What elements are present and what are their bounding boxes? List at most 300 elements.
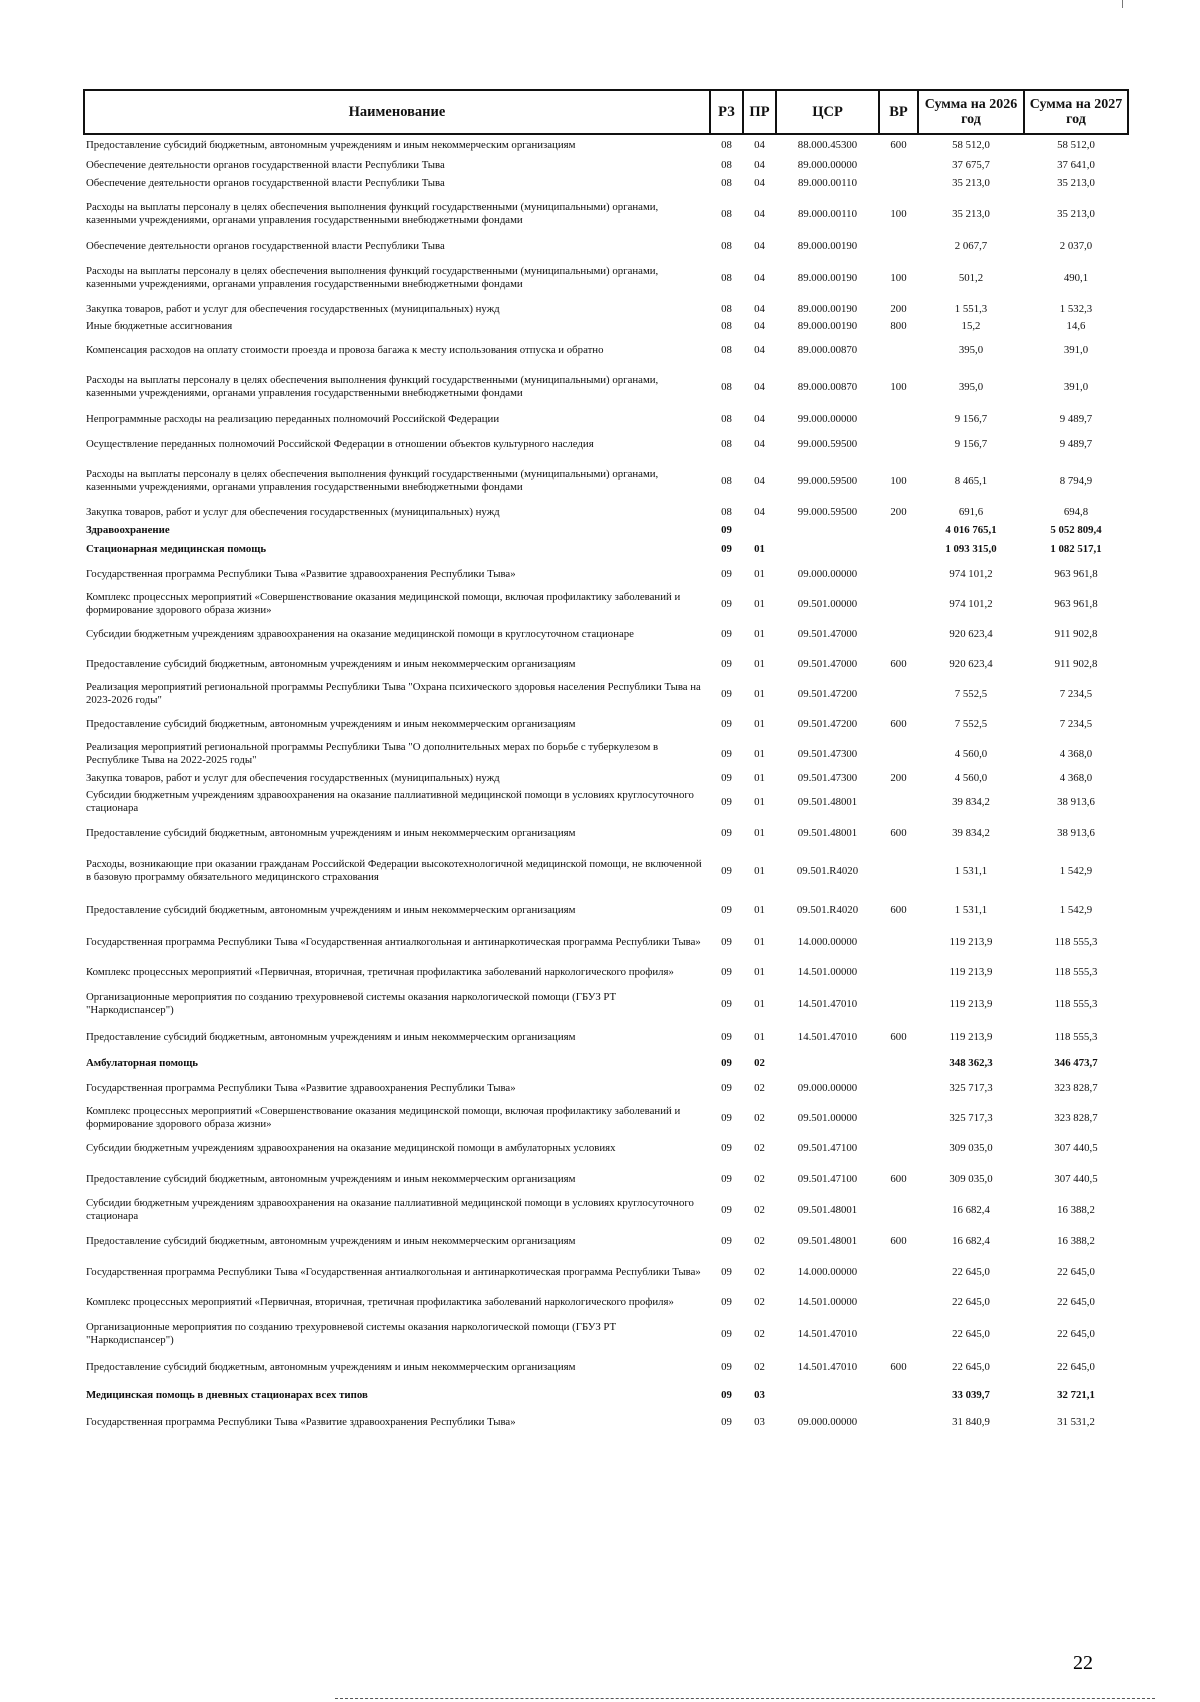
- row-sum-2027: 32 721,1: [1057, 1388, 1095, 1401]
- row-rz: 08: [721, 320, 732, 332]
- row-pr: 01: [754, 771, 765, 784]
- row-csr: 09.000.00000: [797, 1081, 858, 1094]
- row-sum-2027: 1 082 517,1: [1050, 542, 1102, 555]
- row-rz: 09: [721, 717, 732, 730]
- row-sum-2027: 118 555,3: [1054, 1030, 1098, 1043]
- row-sum-2026: 9 156,7: [954, 412, 988, 425]
- row-sum-2026: 39 834,2: [952, 826, 990, 839]
- row-sum-2027: 490,1: [1063, 271, 1089, 284]
- row-rz: 08: [721, 302, 732, 315]
- row-csr: 99.000.59500: [797, 437, 858, 450]
- row-csr: 14.501.47010: [797, 1327, 858, 1340]
- row-name: Осуществление переданных полномочий Российской Федерации в отношении объектов культурного наследия: [86, 437, 594, 450]
- row-sum-2027: 391,0: [1063, 380, 1089, 393]
- row-csr: 09.501.48001: [797, 826, 858, 839]
- table-row: [84, 521, 1128, 539]
- row-sum-2027: 22 645,0: [1057, 1360, 1095, 1373]
- table-row: [84, 256, 1128, 300]
- header-sum-2027: Сумма на 2027 год: [1024, 90, 1128, 134]
- row-sum-2027: 7 234,5: [1059, 687, 1093, 700]
- row-sum-2026: 119 213,9: [949, 1030, 993, 1043]
- row-sum-2026: 22 645,0: [952, 1327, 990, 1340]
- row-sum-2026: 1 531,1: [954, 864, 988, 877]
- row-name: Реализация мероприятий региональной программы Республики Тыва "Охрана психического здоровья населения Республики Тыва на 2023-2026 годы": [86, 681, 701, 706]
- row-vr: [879, 1383, 918, 1407]
- row-name: Реализация мероприятий региональной программы Республики Тыва "О дополнительных мерах по борьбе с туберкулезом в Республике Тыва на 2022-2025 годы": [86, 741, 659, 766]
- row-sum-2027: 911 902,8: [1054, 627, 1098, 640]
- row-pr: 01: [754, 997, 765, 1010]
- row-name: Иные бюджетные ассигнования: [86, 320, 233, 332]
- row-rz: 08: [721, 412, 732, 425]
- table-row: [84, 589, 1128, 619]
- row-sum-2026: 1 551,3: [954, 302, 988, 315]
- row-rz: 09: [721, 1056, 732, 1069]
- row-vr: 600: [890, 139, 907, 151]
- row-name: Закупка товаров, работ и услуг для обеспечения государственных (муниципальных) нужд: [86, 302, 500, 315]
- table-row: [84, 679, 1128, 709]
- row-vr: [879, 409, 918, 429]
- row-sum-2026: 22 645,0: [952, 1295, 990, 1308]
- row-pr: 04: [754, 380, 765, 393]
- row-sum-2027: 31 531,2: [1057, 1415, 1095, 1428]
- row-vr: [879, 1407, 918, 1437]
- row-vr: 600: [890, 826, 907, 839]
- row-csr: 09.501.48001: [797, 1203, 858, 1216]
- table-row: [84, 619, 1128, 649]
- bottom-dashed-line: [335, 1698, 1155, 1699]
- row-name: Стационарная медицинская помощь: [86, 542, 267, 555]
- row-csr: 89.000.00000: [797, 158, 858, 171]
- table-row: [84, 300, 1128, 318]
- row-vr: 600: [890, 1234, 907, 1247]
- table-row: [84, 503, 1128, 521]
- row-sum-2027: 8 794,9: [1059, 474, 1093, 487]
- row-pr: 02: [754, 1265, 765, 1278]
- row-sum-2026: 920 623,4: [949, 657, 993, 670]
- row-pr: 01: [754, 1030, 765, 1043]
- row-pr: 04: [754, 302, 765, 315]
- row-name: Обеспечение деятельности органов государственной власти Республики Тыва: [86, 239, 445, 252]
- row-pr: 02: [754, 1172, 765, 1185]
- row-sum-2027: 4 368,0: [1059, 771, 1093, 784]
- row-csr: 09.501.00000: [797, 597, 858, 610]
- row-sum-2027: 37 641,0: [1057, 158, 1095, 171]
- table-row: [84, 1225, 1128, 1257]
- row-rz: 08: [721, 239, 732, 252]
- table-row: [84, 174, 1128, 192]
- row-pr: 04: [754, 139, 765, 151]
- row-sum-2026: 31 840,9: [952, 1415, 990, 1428]
- row-csr: 88.000.45300: [797, 139, 858, 151]
- row-rz: 09: [721, 1327, 732, 1340]
- row-name: Организационные мероприятия по созданию трехуровневой системы оказания наркологической помощи (ГБУЗ РТ "Наркодиспансер"): [86, 991, 617, 1016]
- row-name: Непрограммные расходы на реализацию переданных полномочий Российской Федерации: [86, 412, 500, 425]
- row-vr: 800: [890, 320, 907, 332]
- row-pr: 01: [754, 903, 765, 916]
- row-vr: 200: [890, 771, 907, 784]
- row-name: Предоставление субсидий бюджетным, автономным учреждениям и иным некоммерческим организациям: [86, 826, 576, 839]
- row-sum-2027: 14,6: [1066, 320, 1086, 332]
- row-vr: 600: [890, 1030, 907, 1043]
- row-pr: 01: [754, 687, 765, 700]
- row-vr: [879, 1317, 918, 1351]
- row-csr: 89.000.00190: [797, 239, 858, 252]
- table-row: [84, 739, 1128, 769]
- row-csr: 89.000.00190: [797, 271, 858, 284]
- table-row: [84, 156, 1128, 174]
- row-pr: 04: [754, 239, 765, 252]
- table-row: [84, 559, 1128, 589]
- row-csr: 14.501.47010: [797, 1030, 858, 1043]
- row-vr: [879, 1133, 918, 1163]
- row-sum-2027: 1 542,9: [1059, 903, 1093, 916]
- row-pr: 02: [754, 1081, 765, 1094]
- row-name: Расходы на выплаты персоналу в целях обеспечения выполнения функций государственными (муниципальными) органами, казенными учреждениями, органами управления государственными внебюджетными фондами: [86, 468, 659, 493]
- row-sum-2026: 35 213,0: [952, 176, 990, 189]
- row-csr: 14.501.47010: [797, 997, 858, 1010]
- row-rz: 09: [721, 1030, 732, 1043]
- row-sum-2027: 118 555,3: [1054, 997, 1098, 1010]
- row-sum-2026: 4 016 765,1: [945, 523, 997, 536]
- row-rz: 09: [721, 1388, 732, 1401]
- table-row: [84, 1021, 1128, 1053]
- row-vr: [879, 927, 918, 957]
- row-sum-2026: 974 101,2: [949, 567, 993, 580]
- row-sum-2026: 691,6: [958, 505, 984, 518]
- row-rz: 09: [721, 1081, 732, 1094]
- row-pr: 01: [754, 597, 765, 610]
- row-sum-2027: 22 645,0: [1057, 1295, 1095, 1308]
- row-name: Государственная программа Республики Тыва «Развитие здравоохранения Республики Тыва»: [86, 1081, 516, 1094]
- row-pr: 01: [754, 935, 765, 948]
- row-name: Обеспечение деятельности органов государственной власти Республики Тыва: [86, 158, 445, 171]
- row-csr: 89.000.00190: [797, 320, 858, 332]
- row-csr: 14.501.00000: [797, 965, 858, 978]
- row-csr: 89.000.00870: [797, 343, 858, 356]
- row-sum-2026: 309 035,0: [949, 1141, 993, 1154]
- row-vr: [879, 174, 918, 192]
- row-sum-2026: 8 465,1: [954, 474, 988, 487]
- header-csr: ЦСР: [776, 90, 879, 134]
- row-sum-2027: 118 555,3: [1054, 965, 1098, 978]
- row-csr: 89.000.00870: [797, 380, 858, 393]
- row-pr: 01: [754, 965, 765, 978]
- row-name: Субсидии бюджетным учреждениям здравоохранения на оказание паллиативной медицинской помощи в условиях круглосуточного стационара: [86, 789, 694, 814]
- row-rz: 09: [721, 1265, 732, 1278]
- row-sum-2026: 501,2: [958, 271, 984, 284]
- row-pr: 01: [754, 542, 765, 555]
- row-name: Субсидии бюджетным учреждениям здравоохранения на оказание паллиативной медицинской помощи в условиях круглосуточного стационара: [86, 1197, 694, 1222]
- table-row: [84, 1133, 1128, 1163]
- row-csr: [776, 1053, 879, 1073]
- row-vr: [879, 521, 918, 539]
- row-sum-2026: 920 623,4: [949, 627, 993, 640]
- row-rz: 09: [721, 747, 732, 760]
- row-vr: [879, 1287, 918, 1317]
- row-vr: [879, 849, 918, 893]
- row-name: Обеспечение деятельности органов государственной власти Республики Тыва: [86, 176, 445, 189]
- row-pr: 02: [754, 1295, 765, 1308]
- row-csr: 09.000.00000: [797, 567, 858, 580]
- row-sum-2026: 974 101,2: [949, 597, 993, 610]
- row-rz: 08: [721, 271, 732, 284]
- row-rz: 09: [721, 795, 732, 808]
- row-rz: 09: [721, 1111, 732, 1124]
- table-body: [84, 134, 1128, 1437]
- row-vr: 200: [890, 302, 907, 315]
- row-sum-2026: 22 645,0: [952, 1265, 990, 1278]
- row-sum-2027: 1 542,9: [1059, 864, 1093, 877]
- row-rz: 09: [721, 627, 732, 640]
- row-name: Расходы на выплаты персоналу в целях обеспечения выполнения функций государственными (муниципальными) органами, казенными учреждениями, органами управления государственными внебюджетными фондами: [86, 201, 659, 226]
- table-row: [84, 957, 1128, 987]
- row-rz: 08: [721, 380, 732, 393]
- row-name: Предоставление субсидий бюджетным, автономным учреждениям и иным некоммерческим организациям: [86, 657, 576, 670]
- row-pr: 02: [754, 1234, 765, 1247]
- row-sum-2026: 325 717,3: [949, 1111, 993, 1124]
- row-sum-2027: 16 388,2: [1057, 1234, 1095, 1247]
- row-csr: 09.501.47200: [797, 687, 858, 700]
- row-sum-2027: 323 828,7: [1054, 1081, 1098, 1094]
- row-pr: 01: [754, 567, 765, 580]
- row-sum-2027: 35 213,0: [1057, 207, 1095, 220]
- row-sum-2026: 119 213,9: [949, 997, 993, 1010]
- table-row: [84, 1351, 1128, 1383]
- table-row: [84, 1407, 1128, 1437]
- row-sum-2027: 391,0: [1063, 343, 1089, 356]
- row-rz: 09: [721, 903, 732, 916]
- row-vr: [879, 156, 918, 174]
- row-sum-2027: 22 645,0: [1057, 1327, 1095, 1340]
- row-sum-2026: 309 035,0: [949, 1172, 993, 1185]
- table-row: [84, 1287, 1128, 1317]
- row-pr: 01: [754, 627, 765, 640]
- row-name: Предоставление субсидий бюджетным, автономным учреждениям и иным некоммерческим организациям: [86, 1360, 576, 1373]
- row-sum-2026: 2 067,7: [954, 239, 988, 252]
- row-sum-2027: 9 489,7: [1059, 437, 1093, 450]
- row-rz: 09: [721, 935, 732, 948]
- table-row: [84, 1103, 1128, 1133]
- row-pr: 04: [754, 437, 765, 450]
- table-row: [84, 787, 1128, 817]
- row-sum-2027: 307 440,5: [1054, 1141, 1098, 1154]
- row-sum-2026: 33 039,7: [952, 1388, 990, 1401]
- row-sum-2026: 7 552,5: [954, 687, 988, 700]
- row-pr: 02: [754, 1203, 765, 1216]
- row-rz: 09: [721, 542, 732, 555]
- row-pr: 02: [754, 1360, 765, 1373]
- table-row: [84, 409, 1128, 429]
- table-row: [84, 335, 1128, 365]
- row-rz: 08: [721, 474, 732, 487]
- row-pr: 01: [754, 747, 765, 760]
- row-name: Здравоохранение: [86, 523, 170, 536]
- row-rz: 08: [721, 158, 732, 171]
- row-csr: 09.501.R4020: [796, 903, 859, 916]
- row-rz: 09: [721, 567, 732, 580]
- row-rz: 09: [721, 597, 732, 610]
- header-sum-2026: Сумма на 2026 год: [918, 90, 1024, 134]
- row-rz: 09: [721, 997, 732, 1010]
- row-sum-2026: 4 560,0: [954, 771, 988, 784]
- row-sum-2026: 119 213,9: [949, 965, 993, 978]
- row-name: Комплекс процессных мероприятий «Первичная, вторичная, третичная профилактика заболеваний наркологического профиля»: [86, 965, 674, 978]
- row-sum-2027: 307 440,5: [1054, 1172, 1098, 1185]
- row-vr: [879, 739, 918, 769]
- row-csr: 14.000.00000: [797, 935, 858, 948]
- row-pr: 02: [754, 1111, 765, 1124]
- row-name: Комплекс процессных мероприятий «Совершенствование оказания медицинской помощи, включая профилактику заболеваний и формирование здорового образа жизни»: [86, 1105, 681, 1130]
- row-rz: 09: [721, 1234, 732, 1247]
- row-vr: 600: [890, 1172, 907, 1185]
- row-pr: 04: [754, 320, 765, 332]
- row-vr: 600: [890, 657, 907, 670]
- row-csr: 09.501.R4020: [796, 864, 859, 877]
- table-row: [84, 817, 1128, 849]
- row-vr: [879, 539, 918, 559]
- row-sum-2026: 35 213,0: [952, 207, 990, 220]
- row-sum-2026: 395,0: [958, 380, 984, 393]
- row-csr: 14.501.47010: [797, 1360, 858, 1373]
- row-sum-2026: 22 645,0: [952, 1360, 990, 1373]
- row-vr: [879, 957, 918, 987]
- row-csr: 14.501.00000: [797, 1295, 858, 1308]
- row-rz: 09: [721, 1203, 732, 1216]
- row-pr: [743, 521, 776, 539]
- row-sum-2027: 346 473,7: [1054, 1056, 1098, 1069]
- row-sum-2027: 2 037,0: [1059, 239, 1093, 252]
- table-row: [84, 1195, 1128, 1225]
- row-pr: 01: [754, 864, 765, 877]
- row-vr: [879, 1103, 918, 1133]
- row-rz: 09: [721, 687, 732, 700]
- row-csr: 89.000.00190: [797, 302, 858, 315]
- row-vr: 600: [890, 717, 907, 730]
- table-row: [84, 236, 1128, 256]
- table-row: [84, 1163, 1128, 1195]
- row-sum-2026: 119 213,9: [949, 935, 993, 948]
- row-rz: 08: [721, 343, 732, 356]
- row-rz: 09: [721, 826, 732, 839]
- table-row: [84, 192, 1128, 236]
- row-sum-2026: 1 531,1: [954, 903, 988, 916]
- row-csr: 09.501.47300: [797, 771, 858, 784]
- row-sum-2026: 348 362,3: [949, 1056, 993, 1069]
- row-pr: 04: [754, 474, 765, 487]
- row-name: Расходы на выплаты персоналу в целях обеспечения выполнения функций государственными (муниципальными) органами, казенными учреждениями, органами управления государственными внебюджетными фондами: [86, 265, 659, 290]
- row-vr: [879, 619, 918, 649]
- table-row: [84, 709, 1128, 739]
- row-csr: 99.000.59500: [797, 474, 858, 487]
- row-name: Предоставление субсидий бюджетным, автономным учреждениям и иным некоммерческим организациям: [86, 1030, 576, 1043]
- row-vr: [879, 559, 918, 589]
- row-name: Амбулаторная помощь: [86, 1056, 199, 1069]
- row-rz: 09: [721, 1295, 732, 1308]
- table-row: [84, 134, 1128, 156]
- row-csr: [776, 1383, 879, 1407]
- row-pr: 02: [754, 1327, 765, 1340]
- row-vr: [879, 679, 918, 709]
- table-row: [84, 769, 1128, 787]
- row-rz: 09: [721, 771, 732, 784]
- row-sum-2027: 58 512,0: [1057, 139, 1095, 151]
- row-sum-2027: 694,8: [1063, 505, 1089, 518]
- row-sum-2026: 16 682,4: [952, 1203, 990, 1216]
- table-row: [84, 539, 1128, 559]
- row-sum-2027: 963 961,8: [1054, 567, 1098, 580]
- row-sum-2027: 7 234,5: [1059, 717, 1093, 730]
- row-pr: 01: [754, 657, 765, 670]
- row-csr: 89.000.00110: [798, 207, 857, 220]
- table-row: [84, 649, 1128, 679]
- row-csr: [776, 539, 879, 559]
- header-name: Наименование: [84, 90, 710, 134]
- table-row: [84, 1053, 1128, 1073]
- row-vr: 100: [890, 271, 907, 284]
- row-vr: [879, 987, 918, 1021]
- row-vr: [879, 429, 918, 459]
- row-csr: 09.501.47200: [797, 717, 858, 730]
- row-rz: 08: [721, 505, 732, 518]
- row-pr: 04: [754, 271, 765, 284]
- row-vr: 100: [890, 380, 907, 393]
- row-sum-2027: 1 532,3: [1059, 302, 1093, 315]
- row-sum-2027: 9 489,7: [1059, 412, 1093, 425]
- row-name: Расходы на выплаты персоналу в целях обеспечения выполнения функций государственными (муниципальными) органами, казенными учреждениями, органами управления государственными внебюджетными фондами: [86, 374, 659, 399]
- row-vr: [879, 589, 918, 619]
- row-sum-2027: 38 913,6: [1057, 795, 1095, 808]
- page-number: 22: [1073, 1652, 1093, 1674]
- header-pr: ПР: [743, 90, 776, 134]
- row-name: Предоставление субсидий бюджетным, автономным учреждениям и иным некоммерческим организациям: [86, 1172, 576, 1185]
- row-sum-2026: 15,2: [961, 320, 981, 332]
- row-name: Организационные мероприятия по созданию трехуровневой системы оказания наркологической помощи (ГБУЗ РТ "Наркодиспансер"): [86, 1321, 617, 1346]
- row-csr: 09.000.00000: [797, 1415, 858, 1428]
- row-sum-2026: 58 512,0: [952, 139, 990, 151]
- row-vr: 100: [890, 207, 907, 220]
- row-rz: 08: [721, 437, 732, 450]
- row-pr: 04: [754, 412, 765, 425]
- row-name: Расходы, возникающие при оказании гражданам Российской Федерации высокотехнологичной медицинской помощи, не включенной в базовую программу обязательного медицинского страхования: [86, 858, 702, 883]
- row-name: Предоставление субсидий бюджетным, автономным учреждениям и иным некоммерческим организациям: [86, 139, 576, 151]
- row-pr: 02: [754, 1056, 765, 1069]
- row-sum-2027: 35 213,0: [1057, 176, 1095, 189]
- row-pr: 01: [754, 717, 765, 730]
- row-vr: [879, 1257, 918, 1287]
- row-name: Предоставление субсидий бюджетным, автономным учреждениям и иным некоммерческим организациям: [86, 717, 576, 730]
- row-vr: [879, 1053, 918, 1073]
- header-rz: РЗ: [710, 90, 743, 134]
- row-name: Государственная программа Республики Тыва «Развитие здравоохранения Республики Тыва»: [86, 1415, 516, 1428]
- row-sum-2026: 1 093 315,0: [945, 542, 997, 555]
- row-sum-2026: 37 675,7: [952, 158, 990, 171]
- row-csr: 09.501.48001: [797, 795, 858, 808]
- row-csr: 09.501.47300: [797, 747, 858, 760]
- row-name: Предоставление субсидий бюджетным, автономным учреждениям и иным некоммерческим организациям: [86, 1234, 576, 1247]
- table-row: [84, 1073, 1128, 1103]
- row-sum-2027: 118 555,3: [1054, 935, 1098, 948]
- row-sum-2026: 16 682,4: [952, 1234, 990, 1247]
- row-sum-2026: 325 717,3: [949, 1081, 993, 1094]
- row-csr: 09.501.48001: [797, 1234, 858, 1247]
- scan-mark: [1122, 0, 1123, 8]
- row-csr: [776, 521, 879, 539]
- row-vr: [879, 787, 918, 817]
- row-sum-2027: 323 828,7: [1054, 1111, 1098, 1124]
- row-pr: 03: [754, 1388, 765, 1401]
- row-vr: [879, 335, 918, 365]
- row-csr: 09.501.47100: [797, 1172, 858, 1185]
